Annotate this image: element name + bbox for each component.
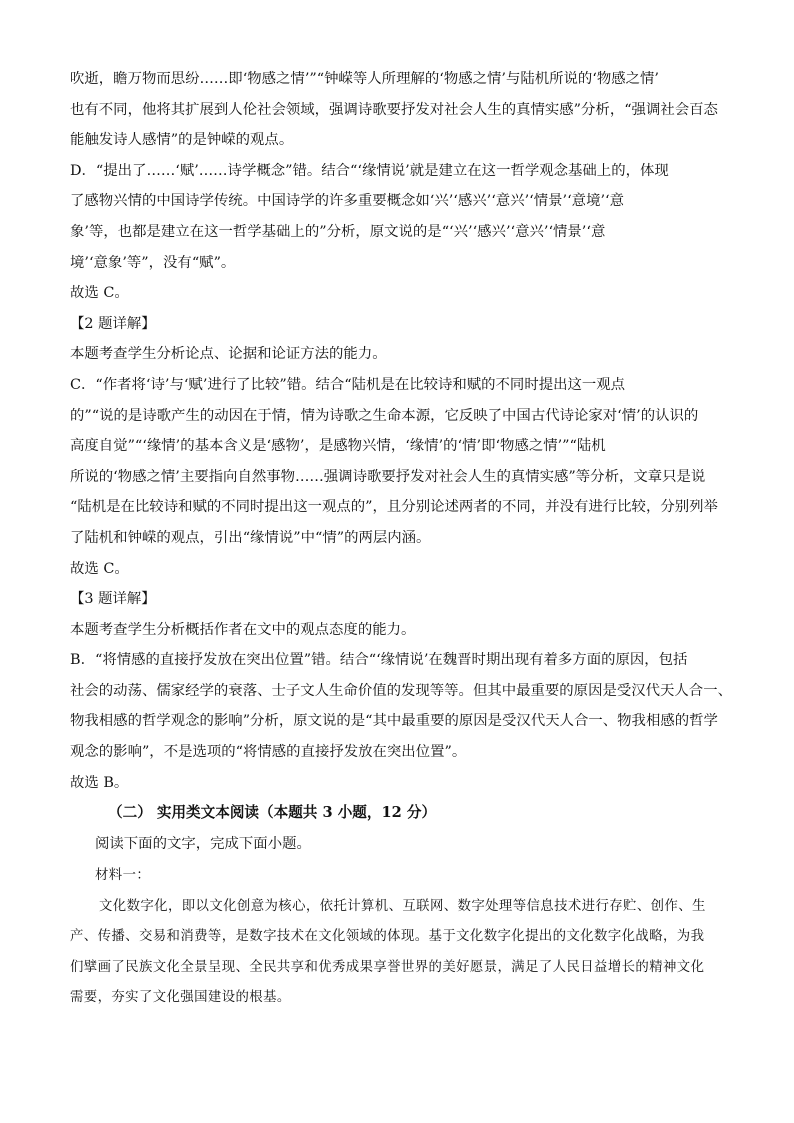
text-line: 也有不同，他将其扩展到人伦社会领域，强调诗歌要抒发对社会人生的真情实感”分析，“强调社会百态 <box>70 101 718 118</box>
text-line: 了陆机和钟嵘的观点，引出“缘情说”中“情”的两层内涵。 <box>70 529 431 546</box>
material-line: 文化数字化，即以文化创意为核心，依托计算机、互联网、数字处理等信息技术进行存贮、创作、生 <box>99 898 706 914</box>
answer-analysis <box>70 64 730 798</box>
text-line: 象’等，也都是建立在这一哲学基础上的”分析，原文说的是“‘兴’‘感兴’‘意兴’‘情景’‘意 <box>70 223 606 240</box>
material-line: 们擘画了民族文化全景呈现、全民共享和优秀成果享誉世界的美好愿景，满足了人民日益增长的精神文化 <box>70 959 705 975</box>
text-line: 吹逝，瞻万物而思纷……即‘物感之情’”“钟嵘等人所理解的‘物感之情’与陆机所说的‘物感之情’ <box>70 71 660 87</box>
question-detail-heading: 【2 题详解】 <box>70 315 156 332</box>
material-one <box>70 861 730 1013</box>
text-line: B．“将情感的直接抒发放在突出位置”错。结合“‘缘情说’在魏晋时期出现有着多方面的原因，包括 <box>70 652 688 669</box>
material-line: 需要，夯实了文化强国建设的根基。 <box>70 990 291 1006</box>
answer-choice: 故选 C。 <box>70 285 129 302</box>
text-line: 观念的影响”，不是选项的“将情感的直接抒发放在突出位置”。 <box>70 744 467 761</box>
text-line: C．“作者将‘诗’与‘赋’进行了比较”错。结合“陆机是在比较诗和赋的不同时提出这一观点 <box>70 376 626 393</box>
text-line: 本题考查学生分析概括作者在文中的观点态度的能力。 <box>70 621 416 638</box>
text-line: 本题考查学生分析论点、论据和论证方法的能力。 <box>70 346 387 363</box>
answer-choice: 故选 C。 <box>70 560 129 577</box>
text-line: 境’‘意象’等”，没有“赋”。 <box>70 254 236 271</box>
text-line: “陆机是在比较诗和赋的不同时提出这一观点的”，且分别论述两者的不同，并没有进行比较，分别列举 <box>70 499 718 516</box>
text-line: 的”“说的是诗歌产生的动因在于情，情为诗歌之生命本源，它反映了中国古代诗论家对‘情’的认识的 <box>70 407 699 424</box>
question-detail-heading: 【3 题详解】 <box>70 591 156 608</box>
section-heading: （二） 实用类文本阅读（本题共 3 小题，12 分） <box>108 804 437 822</box>
reading-instruction: 阅读下面的文字，完成下面小题。 <box>95 835 311 852</box>
text-line: 物我相感的哲学观念的影响”分析，原文说的是“其中最重要的原因是受汉代天人合一、物我相感的哲学 <box>70 713 718 730</box>
text-line: 能触发诗人感情”的是钟嵘的观点。 <box>70 132 294 149</box>
material-label: 材料一： <box>95 868 151 884</box>
answer-choice: 故选 B。 <box>70 774 129 791</box>
text-line: 了感物兴情的中国诗学传统。中国诗学的许多重要概念如‘兴’‘感兴’‘意兴’‘情景’‘意境’‘意 <box>70 193 624 210</box>
text-line: 高度自觉”“‘缘情’的基本含义是‘感物’，是感物兴情，‘缘情’的‘情’即‘物感之情’”“陆机 <box>70 438 606 455</box>
text-line: D．“提出了……‘赋’……诗学概念”错。结合“‘缘情说’就是建立在这一哲学观念基础上的，体现 <box>70 162 669 179</box>
material-line: 产、传播、交易和消费等，是数字技术在文化领域的体现。基于文化数字化提出的文化数字化战略，为我 <box>70 929 705 945</box>
text-line: 所说的‘物感之情’主要指向自然事物……强调诗歌要抒发对社会人生的真情实感”等分析，文章只是说 <box>70 468 706 485</box>
text-line: 社会的动荡、儒家经学的衰落、士子文人生命价值的发现等等。但其中最重要的原因是受汉代天人合一、 <box>70 682 732 699</box>
